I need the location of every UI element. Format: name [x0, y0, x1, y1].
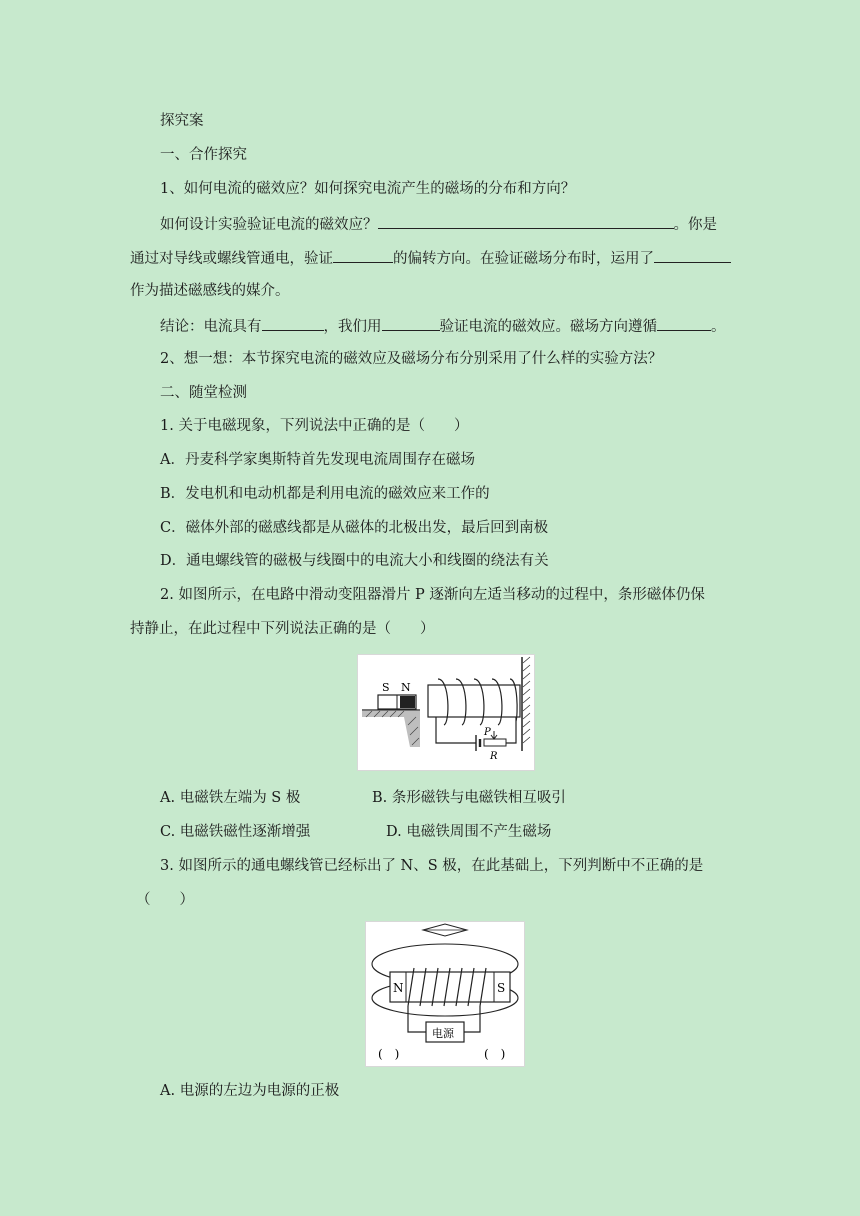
question-3-stem-line1: 3. 如图所示的通电螺线管已经标出了 N、S 极，在此基础上，下列判断中不正确的是 [160, 858, 704, 874]
question-1-option-a: A．丹麦科学家奥斯特首先发现电流周围存在磁场 [160, 452, 475, 468]
question-2-option-c: C. 电磁铁磁性逐渐增强 [160, 824, 311, 840]
section-heading-check: 二、随堂检测 [160, 385, 247, 401]
electromagnet-circuit-figure [357, 654, 535, 771]
rheostat-r-label: R [490, 751, 498, 762]
explore-verify-a: 通过对导线或螺线管通电，验证 [130, 251, 333, 267]
question-2-stem-line1: 2. 如图所示，在电路中滑动变阻器滑片 P 逐渐向左适当移动的过程中，条形磁体仍保 [160, 587, 705, 603]
solenoid-field-figure [365, 921, 525, 1067]
right-terminal-blank: ( ) [484, 1047, 506, 1061]
conclusion-c: 验证电流的磁效应。磁场方向遵循 [439, 319, 657, 335]
question-1-option-d: D．通电螺线管的磁极与线圈中的电流大小和线圈的绕法有关 [160, 553, 549, 569]
left-terminal-blank: ( ) [378, 1047, 400, 1061]
explore-design-line [160, 213, 717, 235]
question-1-stem: 1. 关于电磁现象，下列说法中正确的是（ ） [160, 418, 469, 434]
conclusion-a: 结论：电流具有 [160, 319, 262, 335]
explore-design-prefix: 如何设计实验验证电流的磁效应？ [160, 217, 378, 233]
section-heading-cooperate: 一、合作探究 [160, 147, 247, 163]
conclusion-d: 。 [711, 319, 726, 335]
explore-design-suffix: 。你是 [673, 217, 717, 233]
explore-verify-line [130, 247, 731, 269]
magnet-south-label: S [382, 681, 390, 694]
question-1-option-b: B．发电机和电动机都是利用电流的磁效应来工作的 [160, 486, 490, 502]
solenoid-south-label: S [497, 981, 506, 995]
explore-conclusion-line [160, 315, 726, 337]
slider-p-label: P [484, 727, 491, 738]
question-1-option-c: C．磁体外部的磁感线都是从磁体的北极出发，最后回到南极 [160, 520, 549, 536]
answer-blank[interactable] [333, 247, 393, 263]
conclusion-b: ，我们用 [323, 319, 382, 335]
answer-blank[interactable] [654, 247, 731, 263]
question-3-option-a: A. 电源的左边为电源的正极 [160, 1083, 340, 1099]
magnet-north-label: N [401, 681, 411, 694]
explore-question-2: 2、想一想：本节探究电流的磁效应及磁场分布分别采用了什么样的实验方法？ [160, 351, 663, 367]
question-2-stem-line2: 持静止，在此过程中下列说法正确的是（ ） [130, 621, 435, 637]
explore-question-1: 1、如何电流的磁效应？如何探究电流产生的磁场的分布和方向？ [160, 181, 576, 197]
answer-blank[interactable] [657, 315, 711, 331]
section-title-tanjiu: 探究案 [160, 113, 204, 129]
question-2-option-a: A. 电磁铁左端为 S 极 [160, 790, 301, 806]
answer-blank[interactable] [382, 315, 440, 331]
explore-verify-b: 的偏转方向。在验证磁场分布时，运用了 [393, 251, 654, 267]
question-3-stem-line2: （ ） [136, 892, 194, 908]
answer-blank[interactable] [262, 315, 324, 331]
answer-blank[interactable] [378, 213, 674, 229]
question-2-option-b: B. 条形磁铁与电磁铁相互吸引 [372, 790, 566, 806]
power-source-label: 电源 [432, 1027, 454, 1040]
question-2-option-d: D. 电磁铁周围不产生磁场 [386, 824, 552, 840]
solenoid-north-label: N [393, 981, 404, 995]
explore-medium-line: 作为描述磁感线的媒介。 [130, 283, 290, 299]
